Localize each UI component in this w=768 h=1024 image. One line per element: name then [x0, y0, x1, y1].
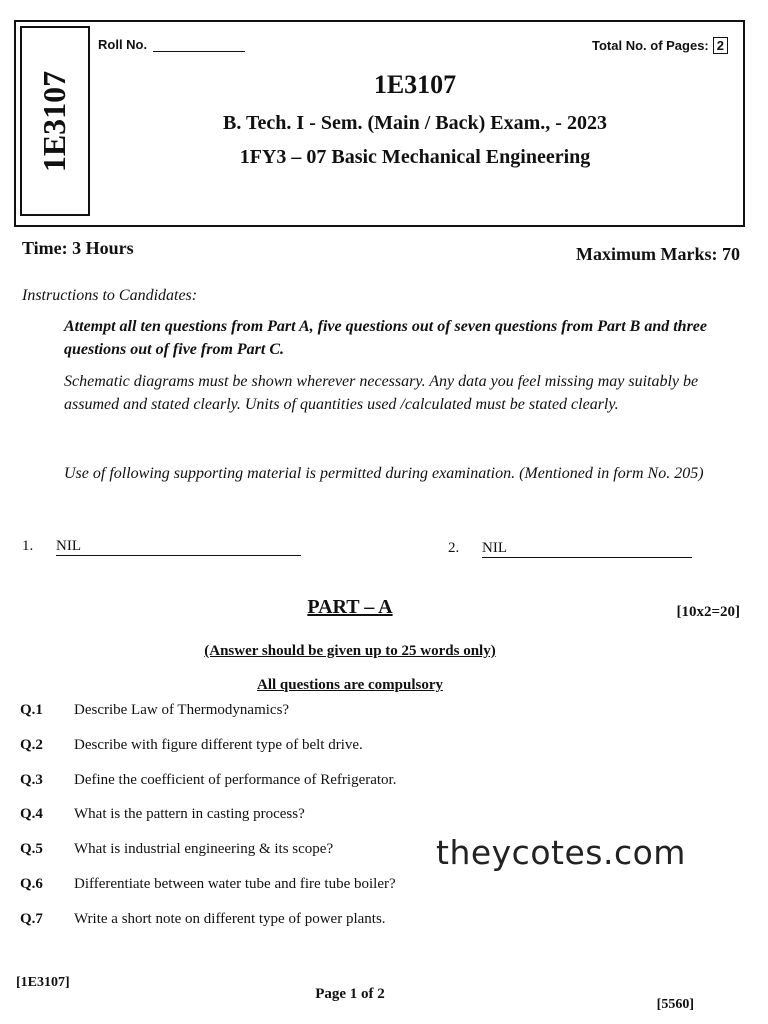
material-text: NIL	[482, 540, 692, 558]
footer-serial-number: [5560]	[656, 997, 694, 1012]
part-a-title: PART – A	[307, 596, 393, 618]
question-item	[20, 876, 720, 911]
question-item	[20, 772, 720, 807]
paper-code-title: 1E3107	[373, 70, 457, 99]
question-text: What is industrial engineering & its scope?	[74, 841, 334, 858]
part-a-word-limit-note: (Answer should be given up to 25 words only)	[204, 643, 496, 659]
roll-number-label: Roll No.	[98, 37, 148, 52]
vertical-paper-code: 1E3107	[36, 70, 73, 172]
total-pages-count: 2	[713, 37, 728, 54]
roll-number-blank	[153, 51, 245, 52]
time-allowed: Time: 3 Hours	[22, 238, 134, 258]
question-text: What is the pattern in casting process?	[74, 806, 305, 823]
question-number: Q.2	[20, 736, 43, 753]
question-item	[20, 702, 720, 737]
footer-page-number: Page 1 of 2	[315, 986, 385, 1002]
question-number: Q.6	[20, 875, 43, 892]
question-text: Write a short note on different type of power plants.	[74, 910, 386, 927]
question-number: Q.5	[20, 841, 43, 858]
material-number: 2.	[448, 540, 460, 556]
material-item	[448, 540, 692, 558]
part-a-marks: [10x2=20]	[676, 604, 740, 620]
question-item	[20, 737, 720, 772]
question-number: Q.3	[20, 771, 43, 788]
watermark: theycotes.com	[436, 833, 686, 872]
instruction-item: Use of following supporting material is permitted during examination. (Mentioned in form No. 205)	[64, 465, 704, 482]
question-item	[20, 911, 720, 946]
roll-number-field	[98, 37, 245, 52]
material-text: NIL	[56, 538, 301, 556]
question-number: Q.7	[20, 910, 43, 927]
instruction-item: Schematic diagrams must be shown wherever necessary. Any data you feel missing may suitably be assumed and stated clearly. Units of quantities used /calculated must be stated clearly.	[64, 373, 699, 413]
total-pages	[592, 37, 728, 54]
instruction-item: Attempt all ten questions from Part A, five questions out of seven questions from Part B and three questions out of five from Part C.	[64, 318, 708, 358]
part-a-compulsory-note: All questions are compulsory	[257, 677, 443, 693]
maximum-marks: Maximum Marks: 70	[576, 244, 740, 264]
material-item	[22, 538, 301, 556]
question-number: Q.1	[20, 702, 43, 718]
footer-paper-code: [1E3107]	[16, 975, 70, 990]
instructions-heading: Instructions to Candidates:	[22, 287, 198, 304]
question-text: Describe Law of Thermodynamics?	[74, 702, 290, 718]
question-text: Describe with figure different type of belt drive.	[74, 736, 363, 753]
question-list	[20, 702, 720, 946]
subject-title: 1FY3 – 07 Basic Mechanical Engineering	[239, 146, 591, 168]
question-text: Define the coefficient of performance of Refrigerator.	[74, 771, 397, 788]
question-text: Differentiate between water tube and fire tube boiler?	[74, 875, 396, 892]
total-pages-label: Total No. of Pages:	[592, 38, 709, 53]
exam-title: B. Tech. I - Sem. (Main / Back) Exam., - 2023	[223, 112, 607, 134]
material-number: 1.	[22, 538, 34, 554]
question-number: Q.4	[20, 806, 43, 823]
